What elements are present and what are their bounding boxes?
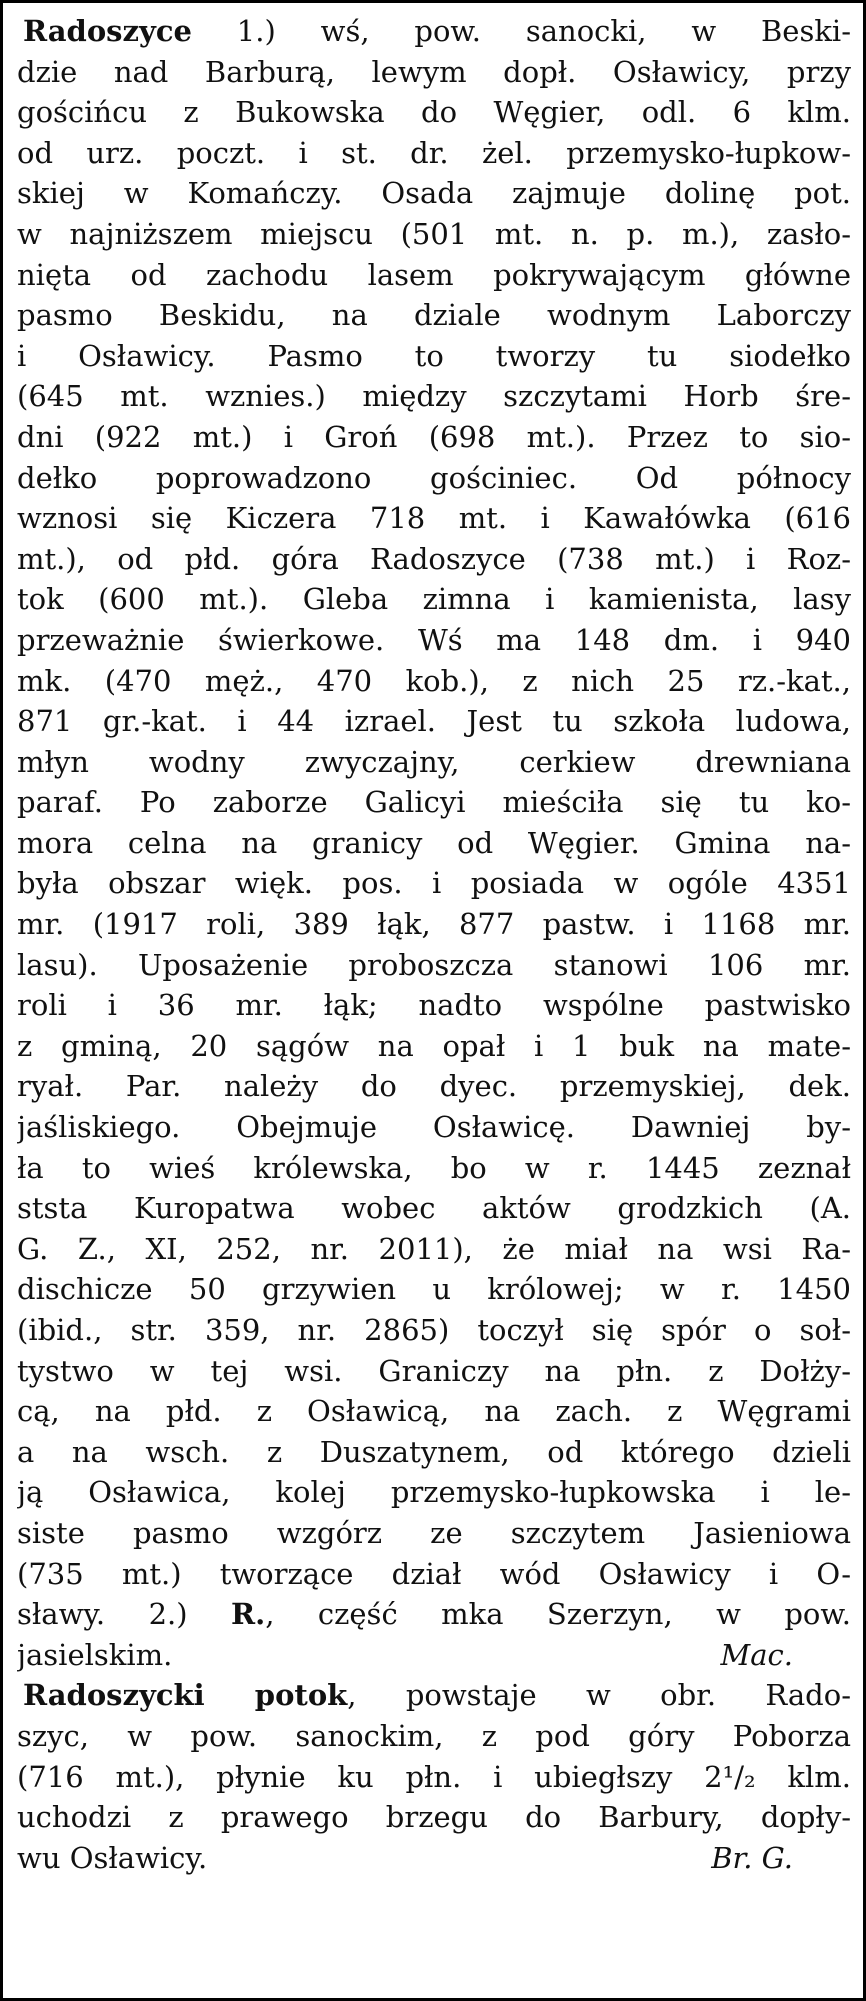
text-line: lasu). Uposażenie proboszcza stanowi 106 mr.	[17, 947, 851, 982]
text-line: była obszar więk. pos. i posiada w ogóle 4351	[17, 866, 851, 901]
text-line: mt.), od płd. góra Radoszyce (738 mt.) i Roz-	[17, 541, 851, 576]
text-line: dzie nad Barburą, lewym dopł. Osławicy, przy	[17, 54, 851, 89]
text-line: tok (600 mt.). Gleba zimna i kamienista, lasy	[17, 582, 851, 617]
text-line: jaśliskiego. Obejmuje Osławicę. Dawniej by-	[17, 1110, 851, 1145]
text-line: 871 gr.-kat. i 44 izrael. Jest tu szkoła ludowa,	[17, 704, 851, 739]
text-line: mr. (1917 roli, 389 łąk, 877 pastw. i 1168 mr.	[17, 907, 851, 942]
text-line: Radoszycki potok, powstaje w obr. Rado-	[23, 1678, 851, 1713]
author-signature: Br. G.	[711, 1840, 793, 1875]
text-line: sławy. 2.) R., część mka Szerzyn, w pow.	[17, 1597, 851, 1632]
text-line: mora celna na granicy od Węgier. Gmina na-	[17, 825, 851, 860]
text-line: mk. (470 męż., 470 kob.), z nich 25 rz.-kat.,	[17, 663, 851, 698]
text-line: skiej w Komańczy. Osada zajmuje dolinę pot.	[17, 176, 851, 211]
text-line: paraf. Po zaborze Galicyi mieściła się tu ko-	[17, 785, 851, 820]
text-line: w najniższem miejscu (501 mt. n. p. m.), zasło-	[17, 216, 851, 251]
text-line: jasielskim. Mac.	[17, 1635, 851, 1676]
text-line: wznosi się Kiczera 718 mt. i Kawałówka (616	[17, 501, 851, 536]
text-line: ryał. Par. należy do dyec. przemyskiej, dek.	[17, 1069, 851, 1104]
text-line: szyc, w pow. sanockim, z pod góry Poborza	[17, 1718, 851, 1753]
abbreviated-headword: R.	[231, 1597, 266, 1632]
entry-radoszyce	[17, 11, 851, 1675]
text-line: nięta od zachodu lasem pokrywającym główne	[17, 257, 851, 292]
headword: Radoszyce	[23, 14, 192, 48]
author-signature: Mac.	[720, 1637, 793, 1672]
text-line: przeważnie świerkowe. Wś ma 148 dm. i 940	[17, 622, 851, 657]
text-line: ją Osławica, kolej przemysko-łupkowska i le-	[17, 1475, 851, 1510]
text-line: dni (922 mt.) i Groń (698 mt.). Przez to sio-	[17, 419, 851, 454]
text-line: ła to wieś królewska, bo w r. 1445 zeznał	[17, 1150, 851, 1185]
text-line: cą, na płd. z Osławicą, na zach. z Węgrami	[17, 1394, 851, 1429]
text-line: siste pasmo wzgórz ze szczytem Jasieniowa	[17, 1515, 851, 1550]
text-line: uchodzi z prawego brzegu do Barbury, dopły-	[17, 1800, 851, 1835]
entry-radoszycki-potok	[17, 1675, 851, 1878]
text-line: (ibid., str. 359, nr. 2865) toczył się spór o soł-	[17, 1313, 851, 1347]
text-line: Radoszyce 1.) wś, pow. sanocki, w Beski-	[23, 14, 851, 48]
text-line: (645 mt. wznies.) między szczytami Horb śre-	[17, 379, 851, 414]
text-line: z gminą, 20 sągów na opał i 1 buk na mate-	[17, 1028, 851, 1063]
text-line: dischicze 50 grzywien u królowej; w r. 1450	[17, 1272, 851, 1307]
text-line: roli i 36 mr. łąk; nadto wspólne pastwisko	[17, 988, 851, 1023]
text-line: dełko poprowadzono gościniec. Od północy	[17, 460, 851, 495]
text-line: (716 mt.), płynie ku płn. i ubiegłszy 2¹/₂ klm.	[17, 1759, 851, 1794]
headword: Radoszycki potok	[23, 1678, 348, 1713]
text-line: i Osławicy. Pasmo to tworzy tu siodełko	[17, 338, 851, 373]
text-line: wu Osławicy. Br. G.	[17, 1838, 851, 1879]
text-line: ststa Kuropatwa wobec aktów grodzkich (A.	[17, 1191, 851, 1226]
text-line: G. Z., XI, 252, nr. 2011), że miał na wsi Ra-	[17, 1231, 851, 1266]
text-line: pasmo Beskidu, na dziale wodnym Laborczy	[17, 298, 851, 333]
text-line: (735 mt.) tworzące dział wód Osławicy i O-	[17, 1556, 851, 1591]
text-line: młyn wodny zwyczajny, cerkiew drewniana	[17, 744, 851, 779]
text-line: od urz. poczt. i st. dr. żel. przemysko-łupkow-	[17, 135, 851, 170]
text-line: gościńcu z Bukowska do Węgier, odl. 6 klm.	[17, 95, 851, 130]
text-line: tystwo w tej wsi. Graniczy na płn. z Dołży-	[17, 1353, 851, 1388]
text-line: a na wsch. z Duszatynem, od którego dzieli	[17, 1434, 851, 1469]
